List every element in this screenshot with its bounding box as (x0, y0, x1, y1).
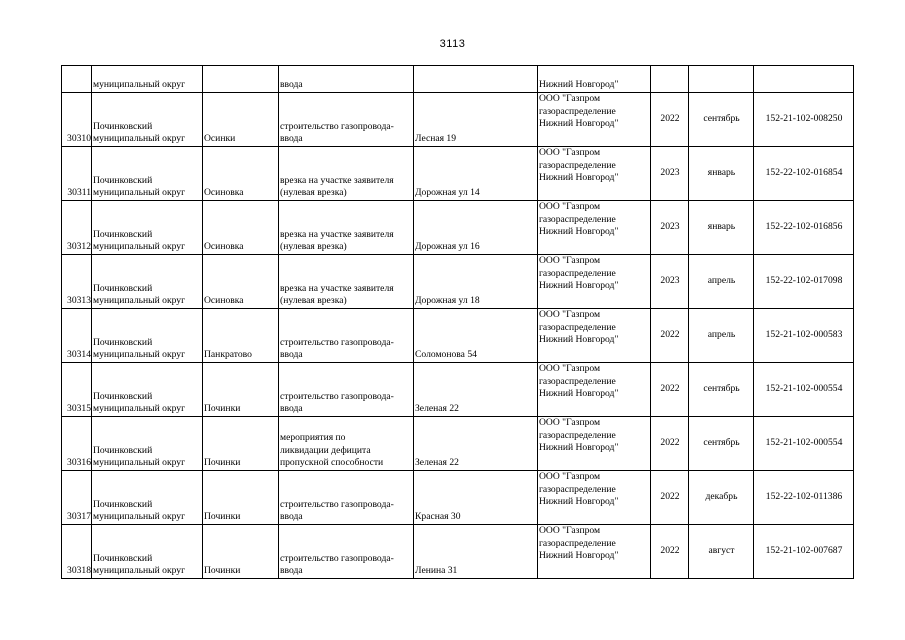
cell-settlement (203, 66, 279, 93)
cell-organization (538, 417, 651, 471)
cell-code (754, 201, 854, 255)
cell-work-type (279, 147, 414, 201)
cell-district (92, 471, 203, 525)
cell-line-work: мероприятия по (280, 432, 346, 444)
cell-settlement (203, 147, 279, 201)
table-row (62, 525, 854, 579)
cell-text-month: декабрь (705, 491, 738, 503)
cell-work-type (279, 363, 414, 417)
cell-line-org: Нижний Новгород" (539, 280, 619, 292)
cell-line-org: ООО "Газпром (539, 255, 601, 266)
cell-text-month: апрель (707, 275, 736, 287)
cell-line-district: муниципальный округ (93, 187, 186, 199)
cell-line-org: ООО "Газпром (539, 417, 601, 428)
cell-line-work: строительство газопровода- (280, 390, 394, 402)
cell-line-org: Нижний Новгород" (539, 334, 619, 346)
cell-district (92, 147, 203, 201)
cell-settlement (203, 417, 279, 471)
registry-table-body (62, 66, 854, 579)
cell-line-org: газораспределение (539, 429, 616, 441)
cell-month (689, 66, 754, 93)
cell-line-org: Нижний Новгород" (539, 172, 619, 184)
cell-text-month: сентябрь (703, 113, 740, 125)
cell-line-work: ввода (280, 133, 303, 145)
cell-text-num: 30314 (67, 349, 91, 361)
cell-text-year: 2022 (660, 113, 680, 125)
cell-line-org: ООО "Газпром (539, 201, 601, 212)
cell-line-work: ликвидации дефицита (280, 444, 371, 456)
cell-number (62, 255, 92, 309)
cell-address (414, 201, 538, 255)
cell-line-org: Нижний Новгород" (539, 118, 619, 130)
cell-year (651, 147, 689, 201)
cell-line-org: газораспределение (539, 483, 616, 495)
cell-text-settlement: Починки (204, 565, 241, 577)
cell-month (689, 417, 754, 471)
cell-year (651, 525, 689, 579)
cell-text-year: 2022 (660, 329, 680, 341)
cell-text-address: Ленина 31 (415, 565, 458, 577)
cell-line-org: газораспределение (539, 213, 616, 225)
cell-line-org: ООО "Газпром (539, 309, 601, 320)
cell-year (651, 66, 689, 93)
cell-text-settlement: Починки (204, 511, 241, 523)
cell-organization (538, 255, 651, 309)
cell-text-code: 152-21-102-000583 (765, 329, 843, 341)
cell-organization (538, 201, 651, 255)
cell-text-settlement: Осинки (204, 133, 236, 145)
cell-code (754, 255, 854, 309)
cell-line-work: пропускной способности (280, 457, 384, 469)
cell-line-district: муниципальный округ (93, 133, 186, 145)
cell-line-work: (нулевая врезка) (280, 295, 347, 307)
cell-district: муниципальный округ (92, 66, 203, 93)
cell-code (754, 471, 854, 525)
cell-line-org: газораспределение (539, 159, 616, 171)
cell-text-num: 30315 (67, 403, 91, 415)
cell-work-type (279, 255, 414, 309)
cell-line-org: Нижний Новгород" (539, 550, 619, 562)
cell-work-type (279, 201, 414, 255)
cell-year (651, 417, 689, 471)
cell-settlement (203, 525, 279, 579)
cell-line-work: строительство газопровода- (280, 498, 394, 510)
cell-number (62, 363, 92, 417)
cell-text-address: Соломонова 54 (415, 349, 477, 361)
cell-address (414, 255, 538, 309)
cell-month (689, 525, 754, 579)
table-row (62, 363, 854, 417)
cell-month (689, 471, 754, 525)
cell-line-org: ООО "Газпром (539, 147, 601, 158)
cell-line-org: ООО "Газпром (539, 525, 601, 536)
cell-district (92, 255, 203, 309)
cell-organization: Нижний Новгород" (538, 66, 651, 93)
cell-month (689, 147, 754, 201)
cell-text-address: Дорожная ул 16 (415, 241, 480, 253)
cell-text-settlement: Панкратово (204, 349, 252, 361)
cell-text-month: январь (707, 167, 736, 179)
cell-year (651, 255, 689, 309)
cell-line-district: муниципальный округ (93, 241, 186, 253)
cell-line-org: Нижний Новгород" (539, 496, 619, 508)
cell-text-num: 30312 (67, 241, 91, 253)
cell-text-month: сентябрь (703, 383, 740, 395)
cell-text-num: 30317 (67, 511, 91, 523)
cell-address (414, 93, 538, 147)
cell-code (754, 66, 854, 93)
table-row (62, 93, 854, 147)
cell-text-code: 152-21-102-008250 (765, 113, 843, 125)
cell-line-org: ООО "Газпром (539, 93, 601, 104)
cell-settlement (203, 93, 279, 147)
cell-month (689, 363, 754, 417)
cell-address (414, 471, 538, 525)
cell-district (92, 417, 203, 471)
cell-line-org: Нижний Новгород" (539, 388, 619, 400)
cell-line-district: Починковский (93, 228, 153, 240)
cell-code (754, 417, 854, 471)
cell-settlement (203, 309, 279, 363)
cell-work-type (279, 525, 414, 579)
cell-text-code: 152-21-102-000554 (765, 437, 843, 449)
cell-number (62, 147, 92, 201)
cell-line-district: Починковский (93, 120, 153, 132)
cell-text-settlement: Осиновка (204, 241, 244, 253)
cell-line-district: муниципальный округ (93, 349, 186, 361)
cell-line-district: Починковский (93, 498, 153, 510)
table-row-continued (62, 66, 854, 93)
cell-address (414, 66, 538, 93)
cell-text-code: 152-22-102-011386 (765, 491, 843, 503)
cell-district (92, 363, 203, 417)
cell-line-org: газораспределение (539, 375, 616, 387)
cell-organization (538, 363, 651, 417)
cell-organization (538, 471, 651, 525)
cell-district (92, 525, 203, 579)
cell-month (689, 255, 754, 309)
cell-organization (538, 147, 651, 201)
cell-text-month: август (708, 545, 735, 557)
cell-work-type (279, 471, 414, 525)
cell-text-settlement: Осиновка (204, 187, 244, 199)
cell-text-month: январь (707, 221, 736, 233)
cell-number (62, 417, 92, 471)
cell-line-district: Починковский (93, 390, 153, 402)
table-row (62, 255, 854, 309)
cell-text-settlement: Починки (204, 403, 241, 415)
cell-number (62, 201, 92, 255)
cell-line-work: ввода (280, 565, 303, 577)
cell-code (754, 93, 854, 147)
cell-district (92, 309, 203, 363)
cell-text-year: 2022 (660, 383, 680, 395)
cell-code (754, 525, 854, 579)
cell-text-num: 30316 (67, 457, 91, 469)
cell-line-work: ввода (280, 403, 303, 415)
cell-line-work: строительство газопровода- (280, 120, 394, 132)
cell-text-year: 2023 (660, 275, 680, 287)
table-row (62, 417, 854, 471)
cell-line-district: Починковский (93, 552, 153, 564)
cell-year (651, 363, 689, 417)
cell-text-address: Зеленая 22 (415, 403, 459, 415)
cell-text-month: сентябрь (703, 437, 740, 449)
cell-address (414, 525, 538, 579)
cell-text-address: Красная 30 (415, 511, 461, 523)
cell-line-org: газораспределение (539, 267, 616, 279)
cell-text-address: Лесная 19 (415, 133, 456, 145)
cell-line-work: врезка на участке заявителя (280, 228, 394, 240)
cell-line-org: Нижний Новгород" (539, 442, 619, 454)
cell-settlement (203, 201, 279, 255)
cell-text-code: 152-22-102-016856 (765, 221, 843, 233)
cell-code (754, 363, 854, 417)
cell-text-code: 152-22-102-017098 (765, 275, 843, 287)
cell-text-num: 30318 (67, 565, 91, 577)
cell-text-settlement: Осиновка (204, 295, 244, 307)
page-number: 3113 (439, 38, 466, 50)
cell-work-type (279, 309, 414, 363)
cell-code (754, 147, 854, 201)
cell-line-work: строительство газопровода- (280, 336, 394, 348)
cell-line-work: ввода (280, 349, 303, 361)
cell-line-district: муниципальный округ (93, 403, 186, 415)
cell-text-num: 30311 (67, 187, 91, 199)
cell-text-year: 2023 (660, 167, 680, 179)
cell-settlement (203, 471, 279, 525)
cell-month (689, 93, 754, 147)
cell-line-org: газораспределение (539, 105, 616, 117)
cell-text-month: апрель (707, 329, 736, 341)
cell-address (414, 363, 538, 417)
cell-text-address: Дорожная ул 14 (415, 187, 480, 199)
cell-work-type: ввода (279, 66, 414, 93)
cell-organization (538, 93, 651, 147)
cell-organization (538, 525, 651, 579)
table-row (62, 309, 854, 363)
cell-text-address: Зеленая 22 (415, 457, 459, 469)
cell-line-work: врезка на участке заявителя (280, 282, 394, 294)
cell-text-year: 2022 (660, 437, 680, 449)
cell-line-org: ООО "Газпром (539, 471, 601, 482)
cell-year (651, 93, 689, 147)
cell-text-year: 2023 (660, 221, 680, 233)
table-row (62, 471, 854, 525)
cell-number (62, 66, 92, 93)
cell-organization (538, 309, 651, 363)
cell-address (414, 417, 538, 471)
cell-district (92, 201, 203, 255)
cell-text-year: 2022 (660, 545, 680, 557)
table-row (62, 147, 854, 201)
registry-table (61, 65, 854, 579)
cell-line-org: газораспределение (539, 537, 616, 549)
cell-month (689, 201, 754, 255)
cell-line-district: Починковский (93, 174, 153, 186)
cell-line-org: ООО "Газпром (539, 363, 601, 374)
cell-line-district: Починковский (93, 444, 153, 456)
cell-line-district: муниципальный округ (93, 511, 186, 523)
cell-text-code: 152-21-102-007687 (765, 545, 843, 557)
cell-year (651, 309, 689, 363)
cell-line-district: Починковский (93, 336, 153, 348)
cell-year (651, 201, 689, 255)
cell-settlement (203, 255, 279, 309)
cell-line-district: муниципальный округ (93, 565, 186, 577)
cell-line-org: Нижний Новгород" (539, 226, 619, 238)
cell-line-district: муниципальный округ (93, 457, 186, 469)
cell-text-code: 152-21-102-000554 (765, 383, 843, 395)
cell-number (62, 309, 92, 363)
cell-line-work: врезка на участке заявителя (280, 174, 394, 186)
cell-line-org: газораспределение (539, 321, 616, 333)
cell-line-district: Починковский (93, 282, 153, 294)
cell-address (414, 147, 538, 201)
cell-text-year: 2022 (660, 491, 680, 503)
cell-line-work: (нулевая врезка) (280, 187, 347, 199)
cell-year (651, 471, 689, 525)
cell-number (62, 471, 92, 525)
table-row (62, 201, 854, 255)
cell-line-work: ввода (280, 511, 303, 523)
cell-work-type (279, 417, 414, 471)
cell-district (92, 93, 203, 147)
cell-text-num: 30313 (67, 295, 91, 307)
cell-settlement (203, 363, 279, 417)
cell-line-district: муниципальный округ (93, 295, 186, 307)
cell-address (414, 309, 538, 363)
cell-line-work: (нулевая врезка) (280, 241, 347, 253)
cell-number (62, 93, 92, 147)
cell-text-code: 152-22-102-016854 (765, 167, 843, 179)
cell-number (62, 525, 92, 579)
cell-month (689, 309, 754, 363)
cell-code (754, 309, 854, 363)
cell-line-work: строительство газопровода- (280, 552, 394, 564)
cell-text-settlement: Починки (204, 457, 241, 469)
cell-text-num: 30310 (67, 133, 91, 145)
cell-work-type (279, 93, 414, 147)
cell-text-address: Дорожная ул 18 (415, 295, 480, 307)
